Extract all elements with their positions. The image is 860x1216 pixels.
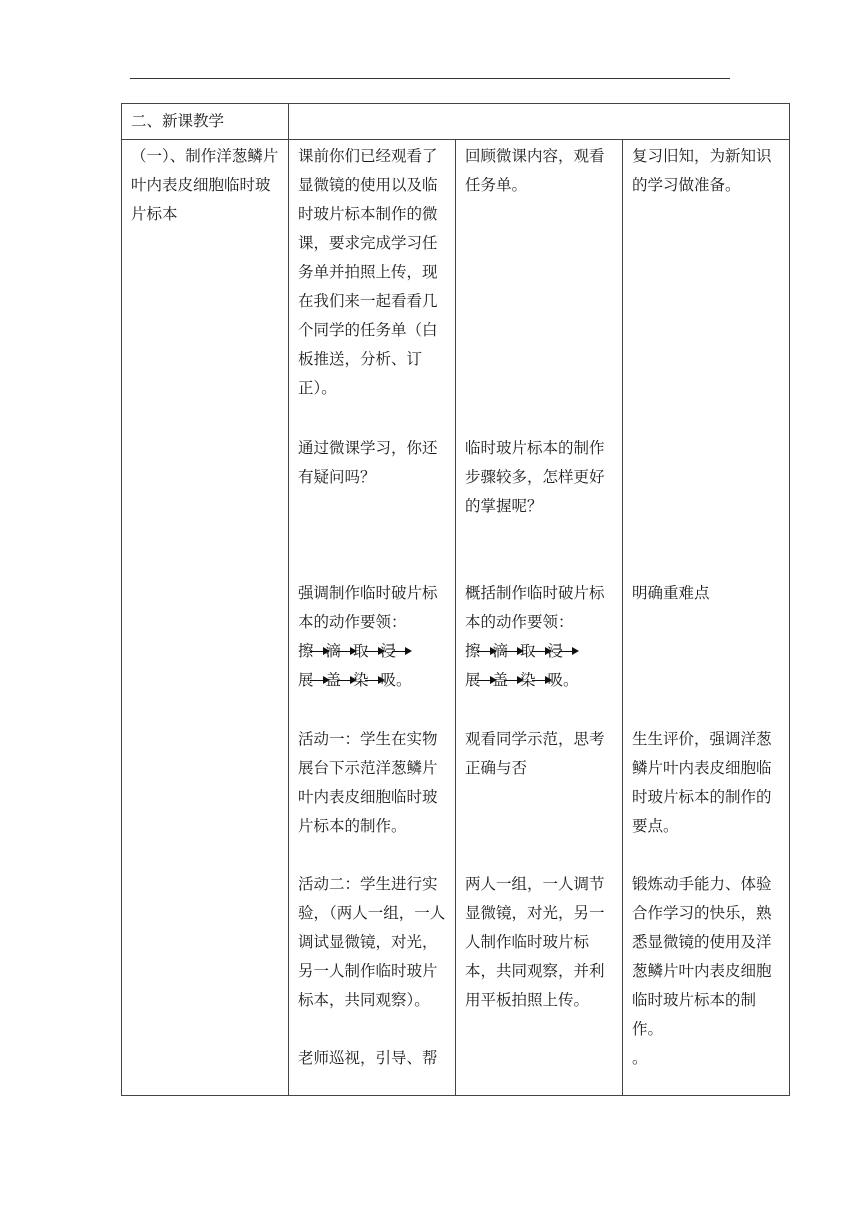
section-empty-cell <box>289 104 790 140</box>
arrow-icon <box>392 647 412 657</box>
teacher-question-text: 通过微课学习，你还有疑问吗？ <box>298 439 438 486</box>
header-rule <box>130 78 730 79</box>
section-row <box>122 104 790 140</box>
student-activity-cell <box>456 140 623 1096</box>
step-wipe: 擦 <box>298 642 314 660</box>
step-drip: 滴 <box>492 642 509 660</box>
student-step-chain-1 <box>465 637 616 666</box>
step-absorb: 吸。 <box>380 671 412 689</box>
arrow-icon <box>477 676 497 686</box>
step-immerse: 浸 <box>547 642 564 660</box>
step-spread: 展 <box>465 671 481 689</box>
teacher-intro-text: 课前你们已经观看了显微镜的使用以及临时玻片标本制作的微课，要求完成学习任务单并拍照上传，现在我们来一起看看几个同学的任务单（白板推送，分析、订正）。 <box>298 147 438 397</box>
teacher-step-chain-1 <box>298 637 449 666</box>
step-spread: 展 <box>298 671 314 689</box>
lesson-plan-table <box>121 103 790 1096</box>
student-step-chain-2 <box>465 666 616 695</box>
arrow-icon <box>337 647 357 657</box>
student-question-text: 临时玻片标本的制作步骤较多，怎样更好的掌握呢？ <box>465 439 605 515</box>
arrow-icon <box>365 676 385 686</box>
step-wipe: 擦 <box>465 642 481 660</box>
intent-skills-text: 锻炼动手能力、体验合作学习的快乐，熟悉显微镜的使用及洋葱鳞片叶内表皮细胞临时玻片标本的制作。 <box>632 875 772 1038</box>
arrow-icon <box>310 647 330 657</box>
arrow-icon <box>477 647 497 657</box>
arrow-icon <box>504 676 524 686</box>
intent-evaluation-text: 生生评价，强调洋葱鳞片叶内表皮细胞临时玻片标本的制作的要点。 <box>632 730 772 835</box>
arrow-icon <box>532 647 552 657</box>
student-summary-text: 概括制作临时破片标本的动作要领： <box>465 584 605 631</box>
step-cover: 盖 <box>325 671 342 689</box>
arrow-icon <box>532 676 552 686</box>
teacher-step-chain-2 <box>298 666 449 695</box>
arrow-icon <box>337 676 357 686</box>
student-experiment-text: 两人一组，一人调节显微镜，对光，另一人制作临时玻片标本，共同观察，并利用平板拍照上传。 <box>465 875 605 1009</box>
topic-cell <box>122 140 289 1096</box>
student-review-text: 回顾微课内容，观看任务单。 <box>465 147 605 194</box>
intent-trailing-mark: 。 <box>632 1049 648 1067</box>
design-intent-cell <box>623 140 790 1096</box>
step-absorb: 吸。 <box>547 671 579 689</box>
step-drip: 滴 <box>325 642 342 660</box>
step-take: 取 <box>520 642 536 660</box>
step-stain: 染 <box>353 671 369 689</box>
step-immerse: 浸 <box>380 642 397 660</box>
intent-key-points-text: 明确重难点 <box>632 584 710 602</box>
content-row <box>122 140 790 1096</box>
teacher-activity-one-text: 活动一：学生在实物展台下示范洋葱鳞片叶内表皮细胞临时玻片标本的制作。 <box>298 730 438 835</box>
arrow-icon <box>559 647 579 657</box>
arrow-icon <box>504 647 524 657</box>
step-take: 取 <box>353 642 369 660</box>
teacher-activity-two-text: 活动二：学生进行实验，（两人一组，一人调试显微镜，对光，另一人制作临时玻片标本，共同观察）。 <box>298 875 446 1009</box>
teacher-patrol-text: 老师巡视，引导、帮 <box>298 1049 438 1067</box>
section-title: 二、新课教学 <box>122 104 289 140</box>
intent-review-text: 复习旧知，为新知识的学习做准备。 <box>632 147 772 194</box>
teacher-emphasis-text: 强调制作临时破片标本的动作要领： <box>298 584 438 631</box>
student-observe-text: 观看同学示范，思考正确与否 <box>465 730 605 777</box>
topic-text: （一）、制作洋葱鳞片叶内表皮细胞临时玻片标本 <box>131 147 279 223</box>
arrow-icon <box>365 647 385 657</box>
arrow-icon <box>310 676 330 686</box>
teacher-activity-cell <box>289 140 456 1096</box>
step-stain: 染 <box>520 671 536 689</box>
step-cover: 盖 <box>492 671 509 689</box>
